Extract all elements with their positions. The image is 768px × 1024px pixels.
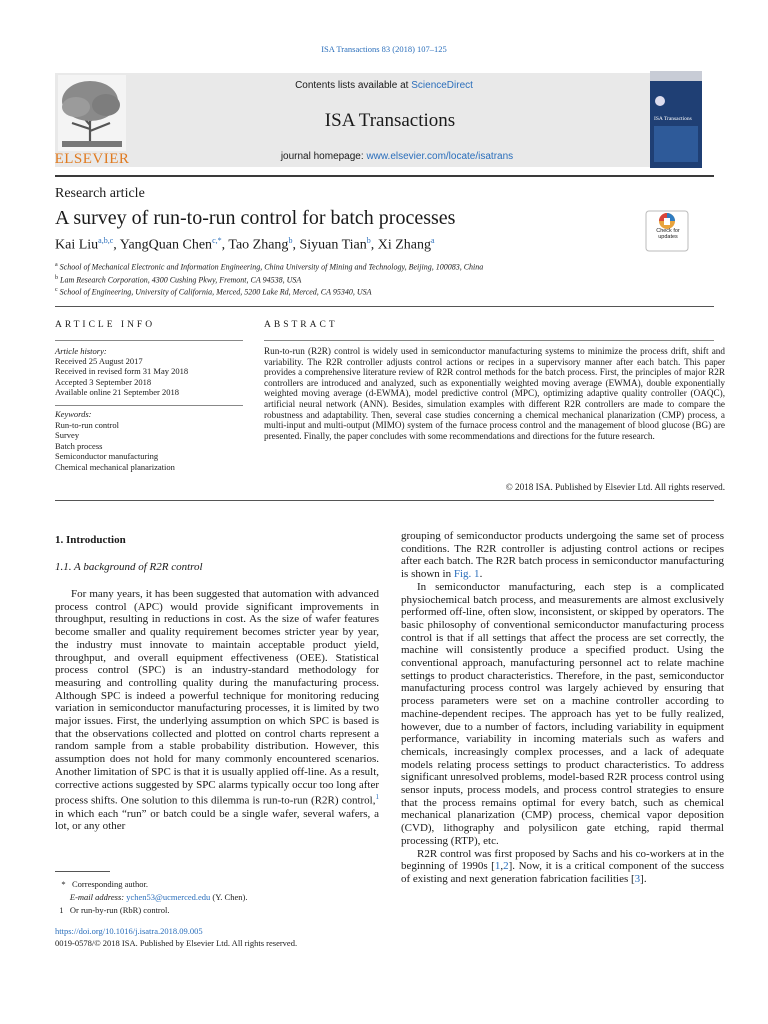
- paragraph: [401, 530, 724, 581]
- journal-cover-image[interactable]: [650, 71, 702, 168]
- left-column-text-end: in which each “run” or batch could be a single wafer, several wafers, a lot, or any other: [55, 807, 379, 833]
- footnote-text: Corresponding author.: [72, 879, 149, 889]
- header-rule: [55, 175, 714, 177]
- keyword-item: Chemical mechanical planarization: [55, 461, 175, 472]
- paragraph-text: grouping of semiconductor products undergoing the same set of process conditions. The R2R controller is adjusting control actions or recipes after each batch. The R2R batch process in semiconductor manufacturing is shown in: [401, 530, 724, 581]
- doi-link[interactable]: https://doi.org/10.1016/j.isatra.2018.09.005: [55, 926, 203, 936]
- body-right-column: [401, 530, 724, 886]
- keywords: [55, 409, 255, 472]
- subsection-title: 1.1. A background of R2R control: [55, 561, 203, 573]
- affiliations: [55, 260, 483, 298]
- author-name[interactable]: Siyuan Tian: [299, 237, 367, 253]
- affiliation-mark: c: [55, 287, 58, 294]
- author-name[interactable]: Tao Zhang: [228, 237, 289, 253]
- email-link[interactable]: ychen53@ucmerced.edu: [126, 892, 211, 902]
- elsevier-wordmark: ELSEVIER: [54, 151, 130, 167]
- history-item: Accepted 3 September 2018: [55, 376, 152, 387]
- affiliation-item: [55, 260, 483, 273]
- footnote-ref[interactable]: 1: [375, 793, 379, 802]
- history-item: Received 25 August 2017: [55, 356, 143, 367]
- paragraph: [401, 848, 724, 886]
- cover-title: ISA Transactions: [654, 116, 692, 122]
- footnote-mark: *: [61, 879, 66, 889]
- keyword-item: Survey: [55, 430, 80, 440]
- keyword-item: Semiconductor manufacturing: [55, 451, 159, 461]
- article-title: A survey of run-to-run control for batch processes: [55, 207, 456, 229]
- keyword-item: Run-to-run control: [55, 419, 119, 430]
- check-for-updates-label[interactable]: Check for updates: [656, 228, 680, 240]
- section-rule: [55, 306, 714, 307]
- journal-citation[interactable]: ISA Transactions 83 (2018) 107–125: [321, 44, 447, 54]
- sciencedirect-link[interactable]: ScienceDirect: [411, 80, 473, 91]
- author-affiliation-mark[interactable]: b: [366, 236, 371, 245]
- paragraph-text: ,: [500, 860, 504, 873]
- paragraph-text: ].: [640, 872, 647, 885]
- author-name[interactable]: YangQuan Chen: [119, 237, 213, 253]
- paragraph: In semiconductor manufacturing, each step is a complicated physiochemical batch process, and measurements are almost exclusively performed off-line, often slow, inconsistent, or skipped by operators. The basic philosophy of conventional semiconductor manufacturing process control is that if all settings that affect the process are set correctly, the machine will consistently produce a specified product. Using the conventional approach, manufacturing personnel act to relate machine settings to product characteristics. Therefore, in the past, semiconductor manufacturing process control was largely achieved by ensuring that process parameters were set on a machine controller according to machine-dependent recipes. The approach has yet to be fully realized, however, due to a number of factors, including variability in equipment performance, variability in incoming materials such as wafers and chemicals, increasingly complex processes, and a lack of adequate models relating process settings to product characteristics. To address significant unresolved problems, model-based R2R process control using sensor inputs, process models, and process control strategies to ensure that the process remains optimal for every batch, such as chemical mechanical planarization (CMP) process, chemical vapor deposition (CVD), lithography and polysilicon gate etching, rapid thermal processing (RTP), etc.: [401, 580, 724, 847]
- author-affiliation-mark[interactable]: c,*: [212, 236, 222, 245]
- affiliation-mark: b: [55, 274, 58, 281]
- left-column-text: For many years, it has been suggested that automation with advanced process control (APC) would provide significant improvements in throughput, resulting in reductions in cost. As the size of wafer features become smaller and quality requirement becomes stricter year by year, the industry must innovate to maintain acceptable product yield, throughput, and overall equipment effectiveness (OEE). Statistical process control (SPC) is an industry-standard methodology for measuring and controlling quality during the manufacturing process. Although SPC is indeed a powerful technique for monitoring reducing variation in semiconductor manufacturing processes, it is limited by two major issues. First, the underlying assumption on which SPC is based is that the observations collected and plotted on control charts represent a random sample from a stable probability distribution. However, this assumption does not hold for many commonly encountered scenarios. Another limitation of SPC is that it is usually applied off-line. As a result, corrective actions suggested by SPC alarms typically occur too long after process shifts. One solution to this dilemma is run-to-run (R2R) control,: [55, 588, 379, 807]
- abstract-text: Run-to-run (R2R) control is widely used in semiconductor manufacturing systems to minimize the process drift, shift and variability. The R2R controller adjusts control actions or recipes in a supervisory manner after each batch. This paper provides a comprehensive literature review of R2R control methods for the batch process. First, the principles of major R2R controllers are introduced and analyzed, such as exponentially weighted moving average (EWMA), double exponentially weighted moving average (d-EWMA), model predictive control (MPC), optimizing adaptive quality controller (OAQC), artificial neural network (ANN). Besides, simulation examples with different R2R controllers are made to compare the robustness and adaptability. Then, several case studies concerning a chemical mechanical planarization (CMP) process, a multi-input and multi-output (MIMO) system of the furnace process control and the management of blood glucose (BG) are presented. Finally, the paper concludes with some recommendations and directions for the future research.: [264, 346, 725, 441]
- history-item: Available online 21 September 2018: [55, 386, 180, 397]
- author-affiliation-mark[interactable]: a,b,c: [98, 236, 114, 245]
- affiliation-text: School of Mechanical Electronic and Information Engineering, China University of Mining and Technology, Beijing, 100083, China: [59, 262, 484, 272]
- homepage-link[interactable]: www.elsevier.com/locate/isatrans: [366, 151, 514, 162]
- figure-link[interactable]: Fig. 1: [453, 568, 480, 581]
- article-type: Research article: [55, 186, 145, 201]
- abstract-copyright: © 2018 ISA. Published by Elsevier Ltd. All rights reserved.: [505, 482, 725, 492]
- journal-title: ISA Transactions: [324, 110, 456, 131]
- section-title: 1. Introduction: [55, 534, 126, 546]
- author-name[interactable]: Xi Zhang: [377, 237, 432, 253]
- citation-link[interactable]: 1: [494, 860, 501, 873]
- citation-link[interactable]: 3: [634, 872, 641, 885]
- footnote-rule: [55, 871, 110, 872]
- issn-line: 0019-0578/© 2018 ISA. Published by Elsevier Ltd. All rights reserved.: [55, 938, 298, 948]
- footnote-mark: 1: [59, 905, 64, 915]
- author-name[interactable]: Kai Liu: [55, 237, 99, 253]
- author-affiliation-mark[interactable]: b: [288, 236, 293, 245]
- article-info-rule: [55, 340, 243, 341]
- affiliation-item: [55, 285, 483, 298]
- body-left-column: [55, 588, 379, 833]
- corresponding-author-note: [55, 878, 385, 891]
- affiliation-mark: a: [55, 262, 58, 268]
- affiliation-item: [55, 273, 483, 286]
- email-note: [55, 891, 385, 904]
- keywords-rule: [55, 405, 243, 406]
- homepage-prefix: journal homepage:: [280, 151, 367, 162]
- abstract-heading: ABSTRACT: [264, 320, 338, 330]
- body-rule: [55, 500, 714, 501]
- footnote-1: [55, 904, 385, 917]
- footnote-text: Or run-by-run (RbR) control.: [69, 905, 170, 915]
- author-list: Kai Liu$^{a,b,c}$, YangQuan Chen$^{c,*}$, Tao Zhang$^b$, Siyuan Tian$^b$, Xi Zhang$^a$: [55, 236, 435, 253]
- history-label: Article history:: [55, 346, 107, 356]
- affiliation-text: Lam Research Corporation, 4300 Cushing Pkwy, Fremont, CA 94538, USA: [60, 275, 302, 285]
- footnotes: [55, 878, 385, 917]
- article-history: [55, 346, 255, 397]
- paragraph-text: R2R control was first proposed by Sachs and his co-workers at in the beginning of 1990s [: [401, 847, 724, 873]
- citation-link[interactable]: 2: [503, 860, 509, 873]
- email-label: E-mail address:: [69, 892, 127, 902]
- keywords-label: Keywords:: [55, 409, 92, 419]
- contents-prefix: Contents lists available at: [295, 80, 412, 91]
- paragraph-text: .: [479, 568, 483, 581]
- author-affiliation-mark[interactable]: a: [431, 236, 435, 245]
- keyword-item: Batch process: [55, 440, 103, 451]
- paragraph-text: ]. Now, it is a critical component of the success of existing and next generation fabrication facilities [: [401, 860, 724, 885]
- article-info-heading: ARTICLE INFO: [55, 320, 156, 330]
- history-item: Received in revised form 31 May 2018: [55, 366, 189, 377]
- abstract-rule: [264, 340, 714, 341]
- footnote-text: (Y. Chen).: [210, 892, 248, 902]
- affiliation-text: School of Engineering, University of California, Merced, 5200 Lake Rd, Merced, CA 95340, USA: [59, 287, 372, 297]
